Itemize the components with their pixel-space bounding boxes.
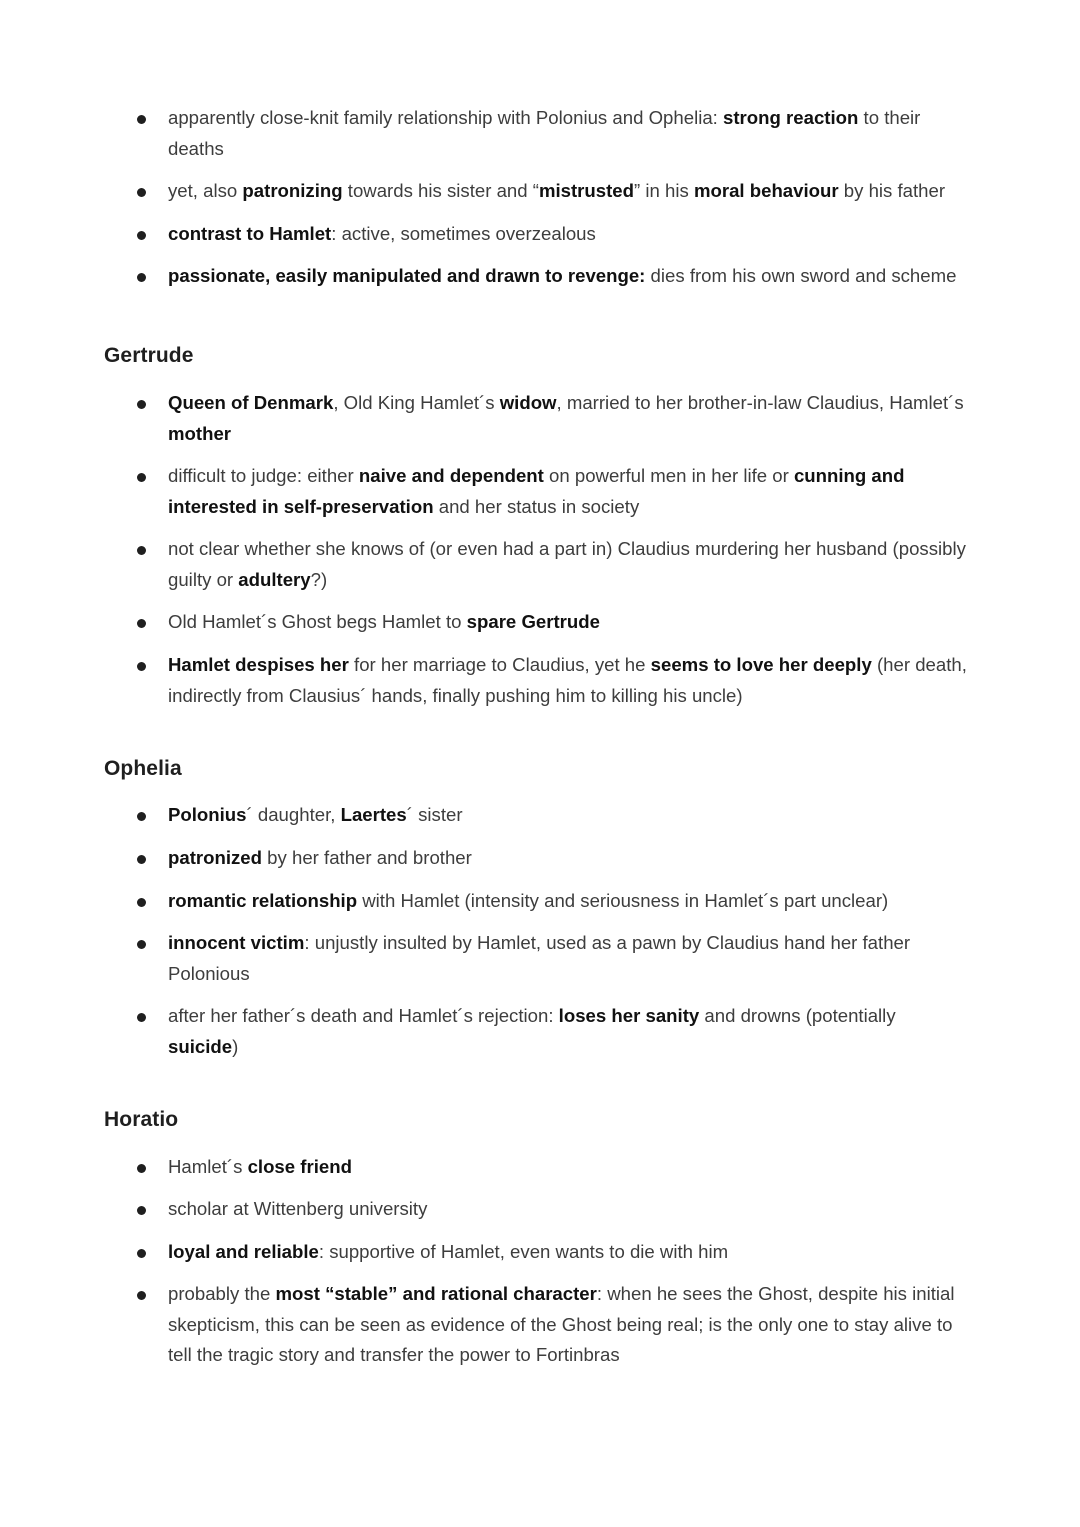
body-text: and drowns (potentially (699, 1005, 896, 1026)
body-text: Old Hamlet´s Ghost begs Hamlet to (168, 611, 467, 632)
emphasized-text: naive and dependent (358, 465, 544, 486)
body-text: to their deaths (168, 107, 921, 159)
body-text: dies from his own sword and scheme (645, 265, 957, 286)
body-text: ´ daughter, (246, 804, 341, 825)
bullet-icon (137, 1291, 146, 1300)
list-item-text (168, 1237, 968, 1268)
emphasized-text: Polonius (168, 804, 247, 825)
body-text: for her marriage to Claudius, yet he (348, 654, 651, 675)
bullet-icon (137, 1013, 146, 1022)
list-item-text (168, 1001, 968, 1062)
bullet-icon (137, 115, 146, 124)
emphasized-text: patronized (168, 847, 263, 868)
list-item-text (168, 534, 968, 595)
emphasized-text: adultery (238, 568, 311, 590)
emphasized-text: Hamlet despises her (168, 654, 349, 675)
bullet-icon (137, 1164, 146, 1173)
body-text: not clear whether she knows of (or even had a part in) Claudius murdering her husband (possibly guilty or (168, 538, 966, 590)
bullet-icon (137, 473, 146, 482)
list-item-text (168, 388, 968, 449)
section-heading: Horatio (104, 1108, 179, 1131)
emphasized-text: close friend (247, 1156, 352, 1177)
body-text: ?) (310, 568, 328, 590)
body-text: on powerful men in her life or (543, 465, 794, 486)
list-item-text (168, 886, 968, 917)
list-item-text (168, 103, 968, 164)
emphasized-text: mother (168, 422, 232, 444)
emphasized-text: suicide (168, 1035, 233, 1057)
body-text: by her father and brother (262, 847, 472, 868)
body-text: : active, sometimes overzealous (331, 223, 596, 244)
list-item-text (168, 928, 968, 989)
bullet-icon (137, 662, 146, 671)
list-item-text (168, 1279, 968, 1371)
list-item-text (168, 219, 968, 250)
list-item-text (168, 1194, 968, 1225)
bullet-icon (137, 940, 146, 949)
list-item-text (168, 1152, 968, 1183)
list-item-text (168, 176, 968, 207)
body-text: (her death, indirectly from Clausius´ hands, finally pushing him to killing his uncle) (168, 654, 967, 706)
emphasized-text: seems to love her deeply (650, 654, 872, 675)
body-text: with Hamlet (intensity and seriousness in Hamlet´s part unclear) (357, 890, 889, 911)
list-item-text (168, 843, 968, 874)
emphasized-text: passionate, easily manipulated and drawn to revenge: (168, 265, 646, 286)
bullet-icon (137, 273, 146, 282)
emphasized-text: loses her sanity (558, 1005, 700, 1026)
list-item-text (168, 607, 968, 638)
list-item-text (168, 261, 968, 292)
body-text: by his father (838, 180, 946, 201)
bullet-icon (137, 812, 146, 821)
emphasized-text: most “stable” and rational character (275, 1283, 597, 1304)
body-text: : supportive of Hamlet, even wants to die with him (318, 1241, 729, 1262)
list-item-text (168, 461, 968, 522)
section-heading: Gertrude (104, 344, 194, 367)
body-text: ) (232, 1035, 239, 1057)
bullet-icon (137, 400, 146, 409)
body-text: , Old King Hamlet´s (333, 392, 500, 413)
bullet-icon (137, 188, 146, 197)
list-item-text (168, 800, 968, 831)
body-text: : unjustly insulted by Hamlet, used as a pawn by Claudius hand her father Polonious (168, 932, 911, 984)
emphasized-text: cunning and interested in self-preservation (168, 465, 905, 517)
body-text: , married to her brother-in-law Claudius, Hamlet´s (556, 392, 964, 413)
bullet-icon (137, 546, 146, 555)
emphasized-text: moral behaviour (693, 180, 839, 201)
emphasized-text: loyal and reliable (168, 1241, 319, 1262)
body-text: Hamlet´s (168, 1156, 248, 1177)
body-text: probably the (168, 1283, 276, 1304)
body-text: after her father´s death and Hamlet´s rejection: (168, 1005, 559, 1026)
body-text: difficult to judge: either (168, 465, 359, 486)
emphasized-text: strong reaction (723, 107, 859, 128)
bullet-icon (137, 619, 146, 628)
list-item-text (168, 650, 968, 711)
emphasized-text: Queen of Denmark (168, 392, 334, 413)
body-text: scholar at Wittenberg university (168, 1198, 428, 1219)
emphasized-text: mistrusted (538, 180, 635, 201)
emphasized-text: widow (499, 392, 557, 413)
bullet-icon (137, 1249, 146, 1258)
body-text: apparently close-knit family relationship with Polonius and Ophelia: (168, 107, 724, 128)
body-text: ´ sister (406, 804, 463, 825)
emphasized-text: patronizing (242, 180, 343, 201)
emphasized-text: contrast to Hamlet (168, 223, 332, 244)
emphasized-text: Laertes (340, 804, 407, 825)
bullet-icon (137, 855, 146, 864)
body-text: yet, also (168, 180, 243, 201)
emphasized-text: spare Gertrude (466, 611, 600, 632)
body-text: and her status in society (433, 495, 640, 517)
body-text: : when he sees the Ghost, despite his initial skepticism, this can be seen as evidence of the Ghost being real; is the only one to stay alive to tell the tragic story and transfer the power to Fortinbras (168, 1283, 955, 1365)
emphasized-text: romantic relationship (168, 890, 358, 911)
bullet-icon (137, 1206, 146, 1215)
emphasized-text: innocent victim (168, 932, 305, 953)
body-text: ” in his (634, 180, 694, 201)
body-text: towards his sister and “ (342, 180, 539, 201)
bullet-icon (137, 231, 146, 240)
bullet-icon (137, 898, 146, 907)
section-heading: Ophelia (104, 757, 182, 780)
